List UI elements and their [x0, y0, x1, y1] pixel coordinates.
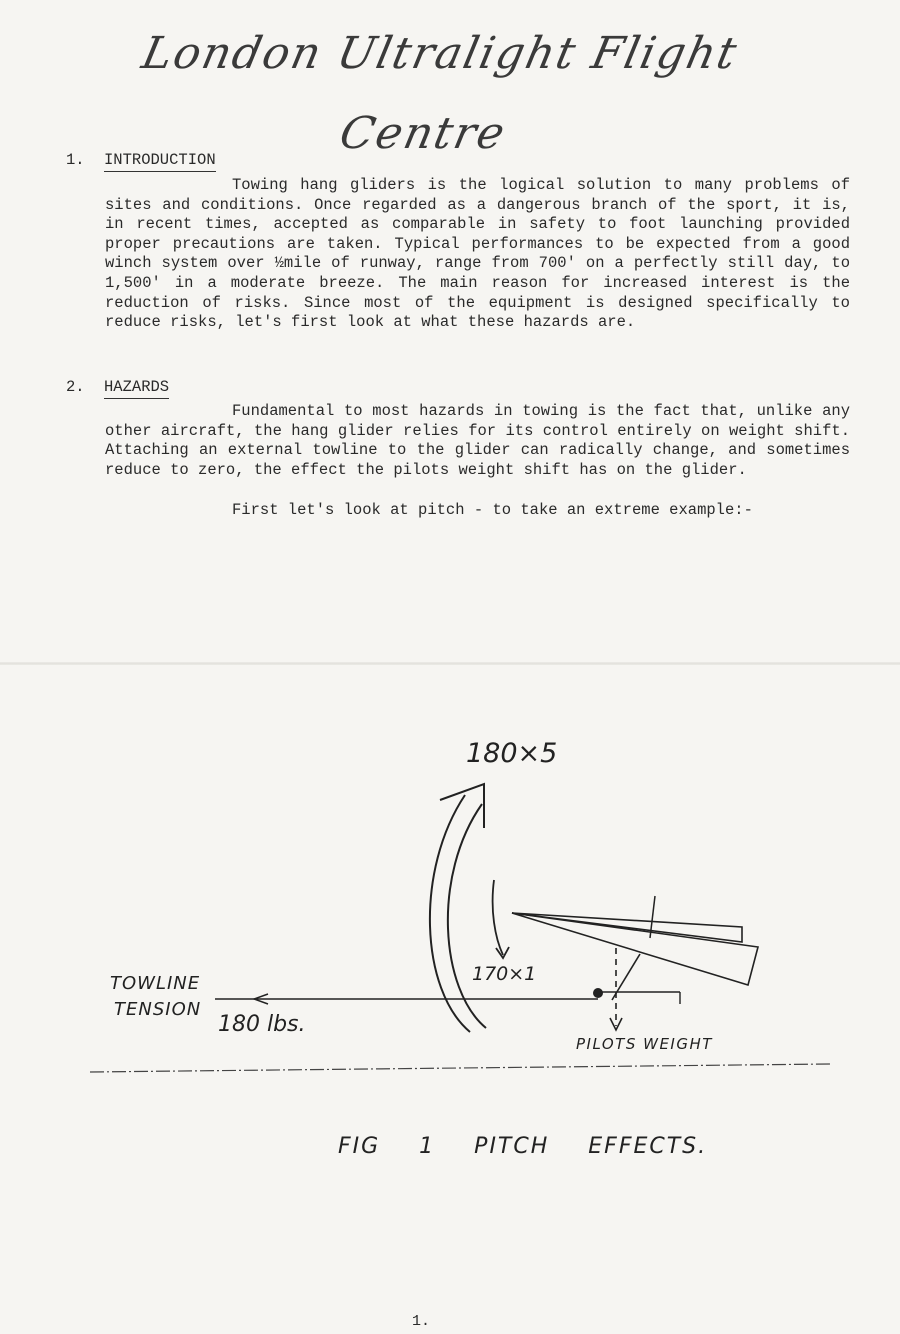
towline-label-line1: TOWLINE — [110, 973, 201, 994]
ground-line — [90, 1064, 830, 1072]
moment-label-top: 180×5 — [466, 738, 558, 769]
large-curved-arrow-inner — [448, 804, 486, 1028]
section-title: HAZARDS — [104, 377, 169, 399]
tow-hook-point — [593, 988, 603, 998]
pitch-effects-figure — [0, 700, 900, 1180]
page-number: 1. — [412, 1313, 431, 1330]
section-paragraph: Towing hang gliders is the logical solution to many problems of sites and conditions. Once regarded as a dangerous branch of the sport, it is, in recent times, accepted as comparable in safety to foot launching provided proper precautions are taken. Typical performances to be expected from a good winch system over ½mile of runway, range from 700' on a perfectly still day, to 1,500' in a moderate breeze. The main reason for increased interest is the reduction of risks. Since most of the equipment is designed specifically to reduce risks, let's first look at what these hazards are. — [105, 176, 850, 332]
section-title: INTRODUCTION — [104, 150, 216, 172]
moment-label-small: 170×1 — [472, 963, 537, 985]
section-paragraph-2: First let's look at pitch - to take an extreme example:- — [232, 501, 753, 519]
section-paragraph: Fundamental to most hazards in towing is the fact that, unlike any other aircraft, the hang glider relies for its control entirely on weight shift. Attaching an external towline to the glider can radically change, and sometimes reduce to zero, the effect the pilots weight shift has on the glider. — [105, 402, 850, 479]
arrow-head-icon — [440, 784, 484, 828]
force-label: 180 lbs. — [218, 1012, 306, 1037]
pilots-weight-label: PILOTS WEIGHT — [576, 1035, 713, 1053]
towline-label-line2: TENSION — [114, 999, 202, 1020]
section-number: 2. — [66, 378, 85, 396]
large-curved-arrow-outer — [430, 795, 470, 1032]
figure-drawing — [0, 700, 900, 1180]
section-number: 1. — [66, 151, 85, 169]
glider-wing-lower — [512, 913, 758, 985]
letterhead: London Ultralight Flight Centre — [137, 28, 743, 159]
figure-caption: FIG 1 PITCH EFFECTS. — [338, 1134, 708, 1159]
small-curved-arrow — [493, 880, 503, 955]
paper-fold-line — [0, 662, 900, 665]
